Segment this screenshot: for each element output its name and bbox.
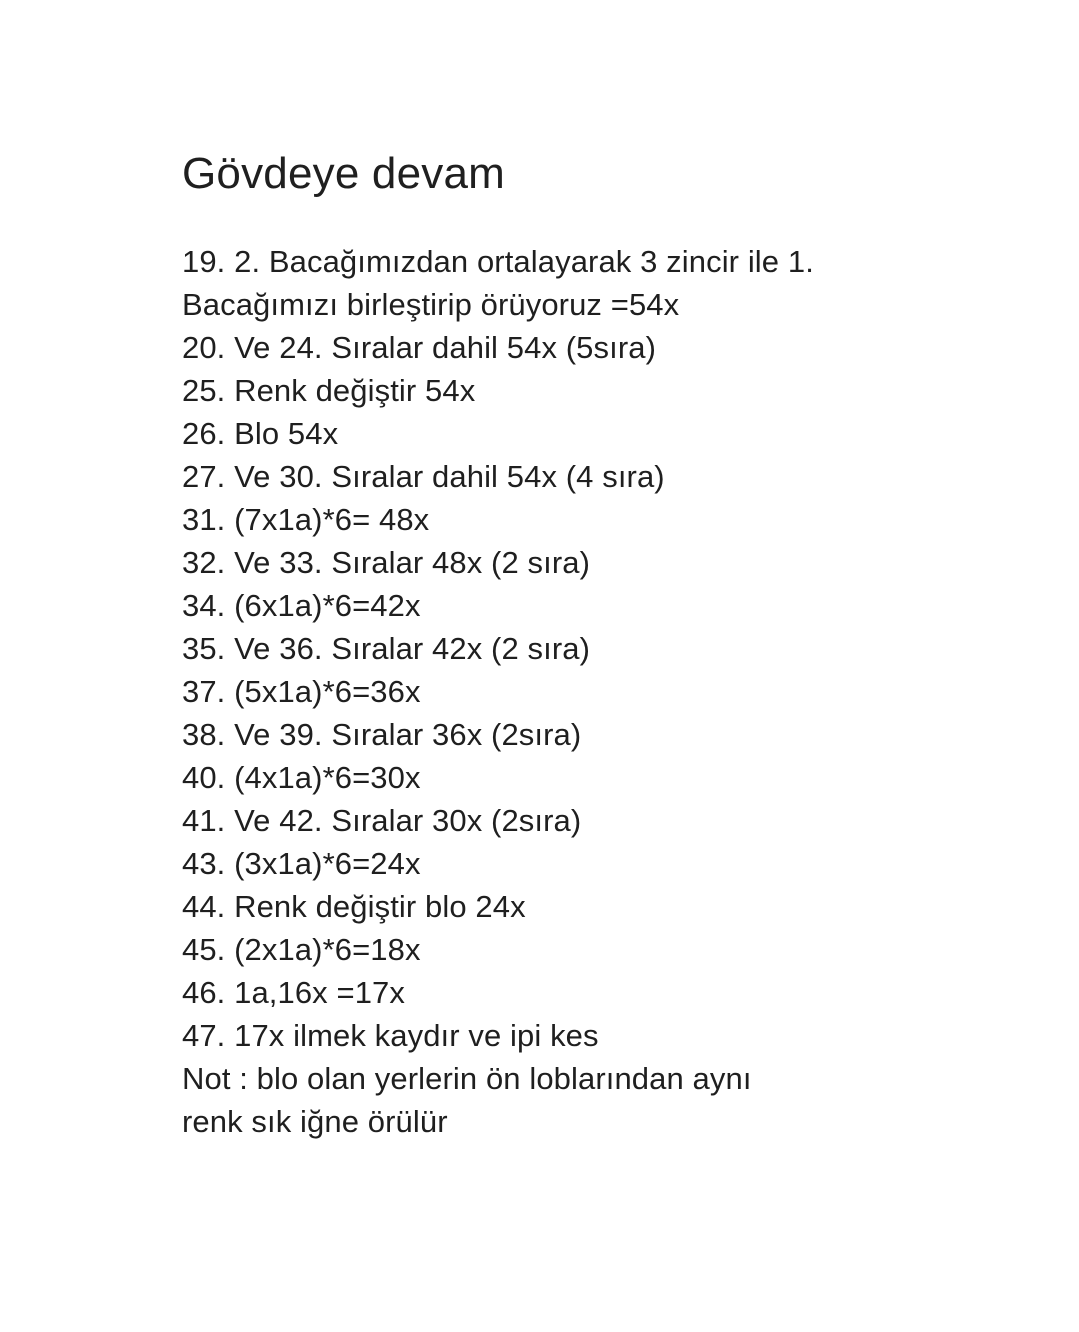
note-line: Not : blo olan yerlerin ön loblarından aynı — [182, 1061, 752, 1096]
instruction-line: 41. Ve 42. Sıralar 30x (2sıra) — [182, 803, 582, 838]
instruction-line: 37. (5x1a)*6=36x — [182, 674, 421, 709]
note-line: renk sık iğne örülür — [182, 1104, 448, 1139]
instruction-line: 45. (2x1a)*6=18x — [182, 932, 421, 967]
instruction-line: 25. Renk değiştir 54x — [182, 373, 476, 408]
instruction-line: 40. (4x1a)*6=30x — [182, 760, 421, 795]
page-title: Gövdeye devam — [182, 149, 505, 198]
instruction-line: 31. (7x1a)*6= 48x — [182, 502, 430, 537]
instruction-line: 44. Renk değiştir blo 24x — [182, 889, 526, 924]
instruction-line: 38. Ve 39. Sıralar 36x (2sıra) — [182, 717, 582, 752]
instruction-line: 34. (6x1a)*6=42x — [182, 588, 421, 623]
instruction-line: 32. Ve 33. Sıralar 48x (2 sıra) — [182, 545, 591, 580]
instruction-line: 43. (3x1a)*6=24x — [182, 846, 421, 881]
instruction-list — [182, 240, 1042, 1143]
instruction-line: 26. Blo 54x — [182, 416, 339, 451]
instruction-line: 19. 2. Bacağımızdan ortalayarak 3 zincir ile 1. — [182, 244, 814, 279]
instruction-line: 35. Ve 36. Sıralar 42x (2 sıra) — [182, 631, 591, 666]
instruction-line: 46. 1a,16x =17x — [182, 975, 405, 1010]
document-page — [182, 146, 1042, 1143]
instruction-line: Bacağımızı birleştirip örüyoruz =54x — [182, 287, 680, 322]
instruction-line: 27. Ve 30. Sıralar dahil 54x (4 sıra) — [182, 459, 665, 494]
instruction-line: 47. 17x ilmek kaydır ve ipi kes — [182, 1018, 599, 1053]
instruction-line: 20. Ve 24. Sıralar dahil 54x (5sıra) — [182, 330, 657, 365]
